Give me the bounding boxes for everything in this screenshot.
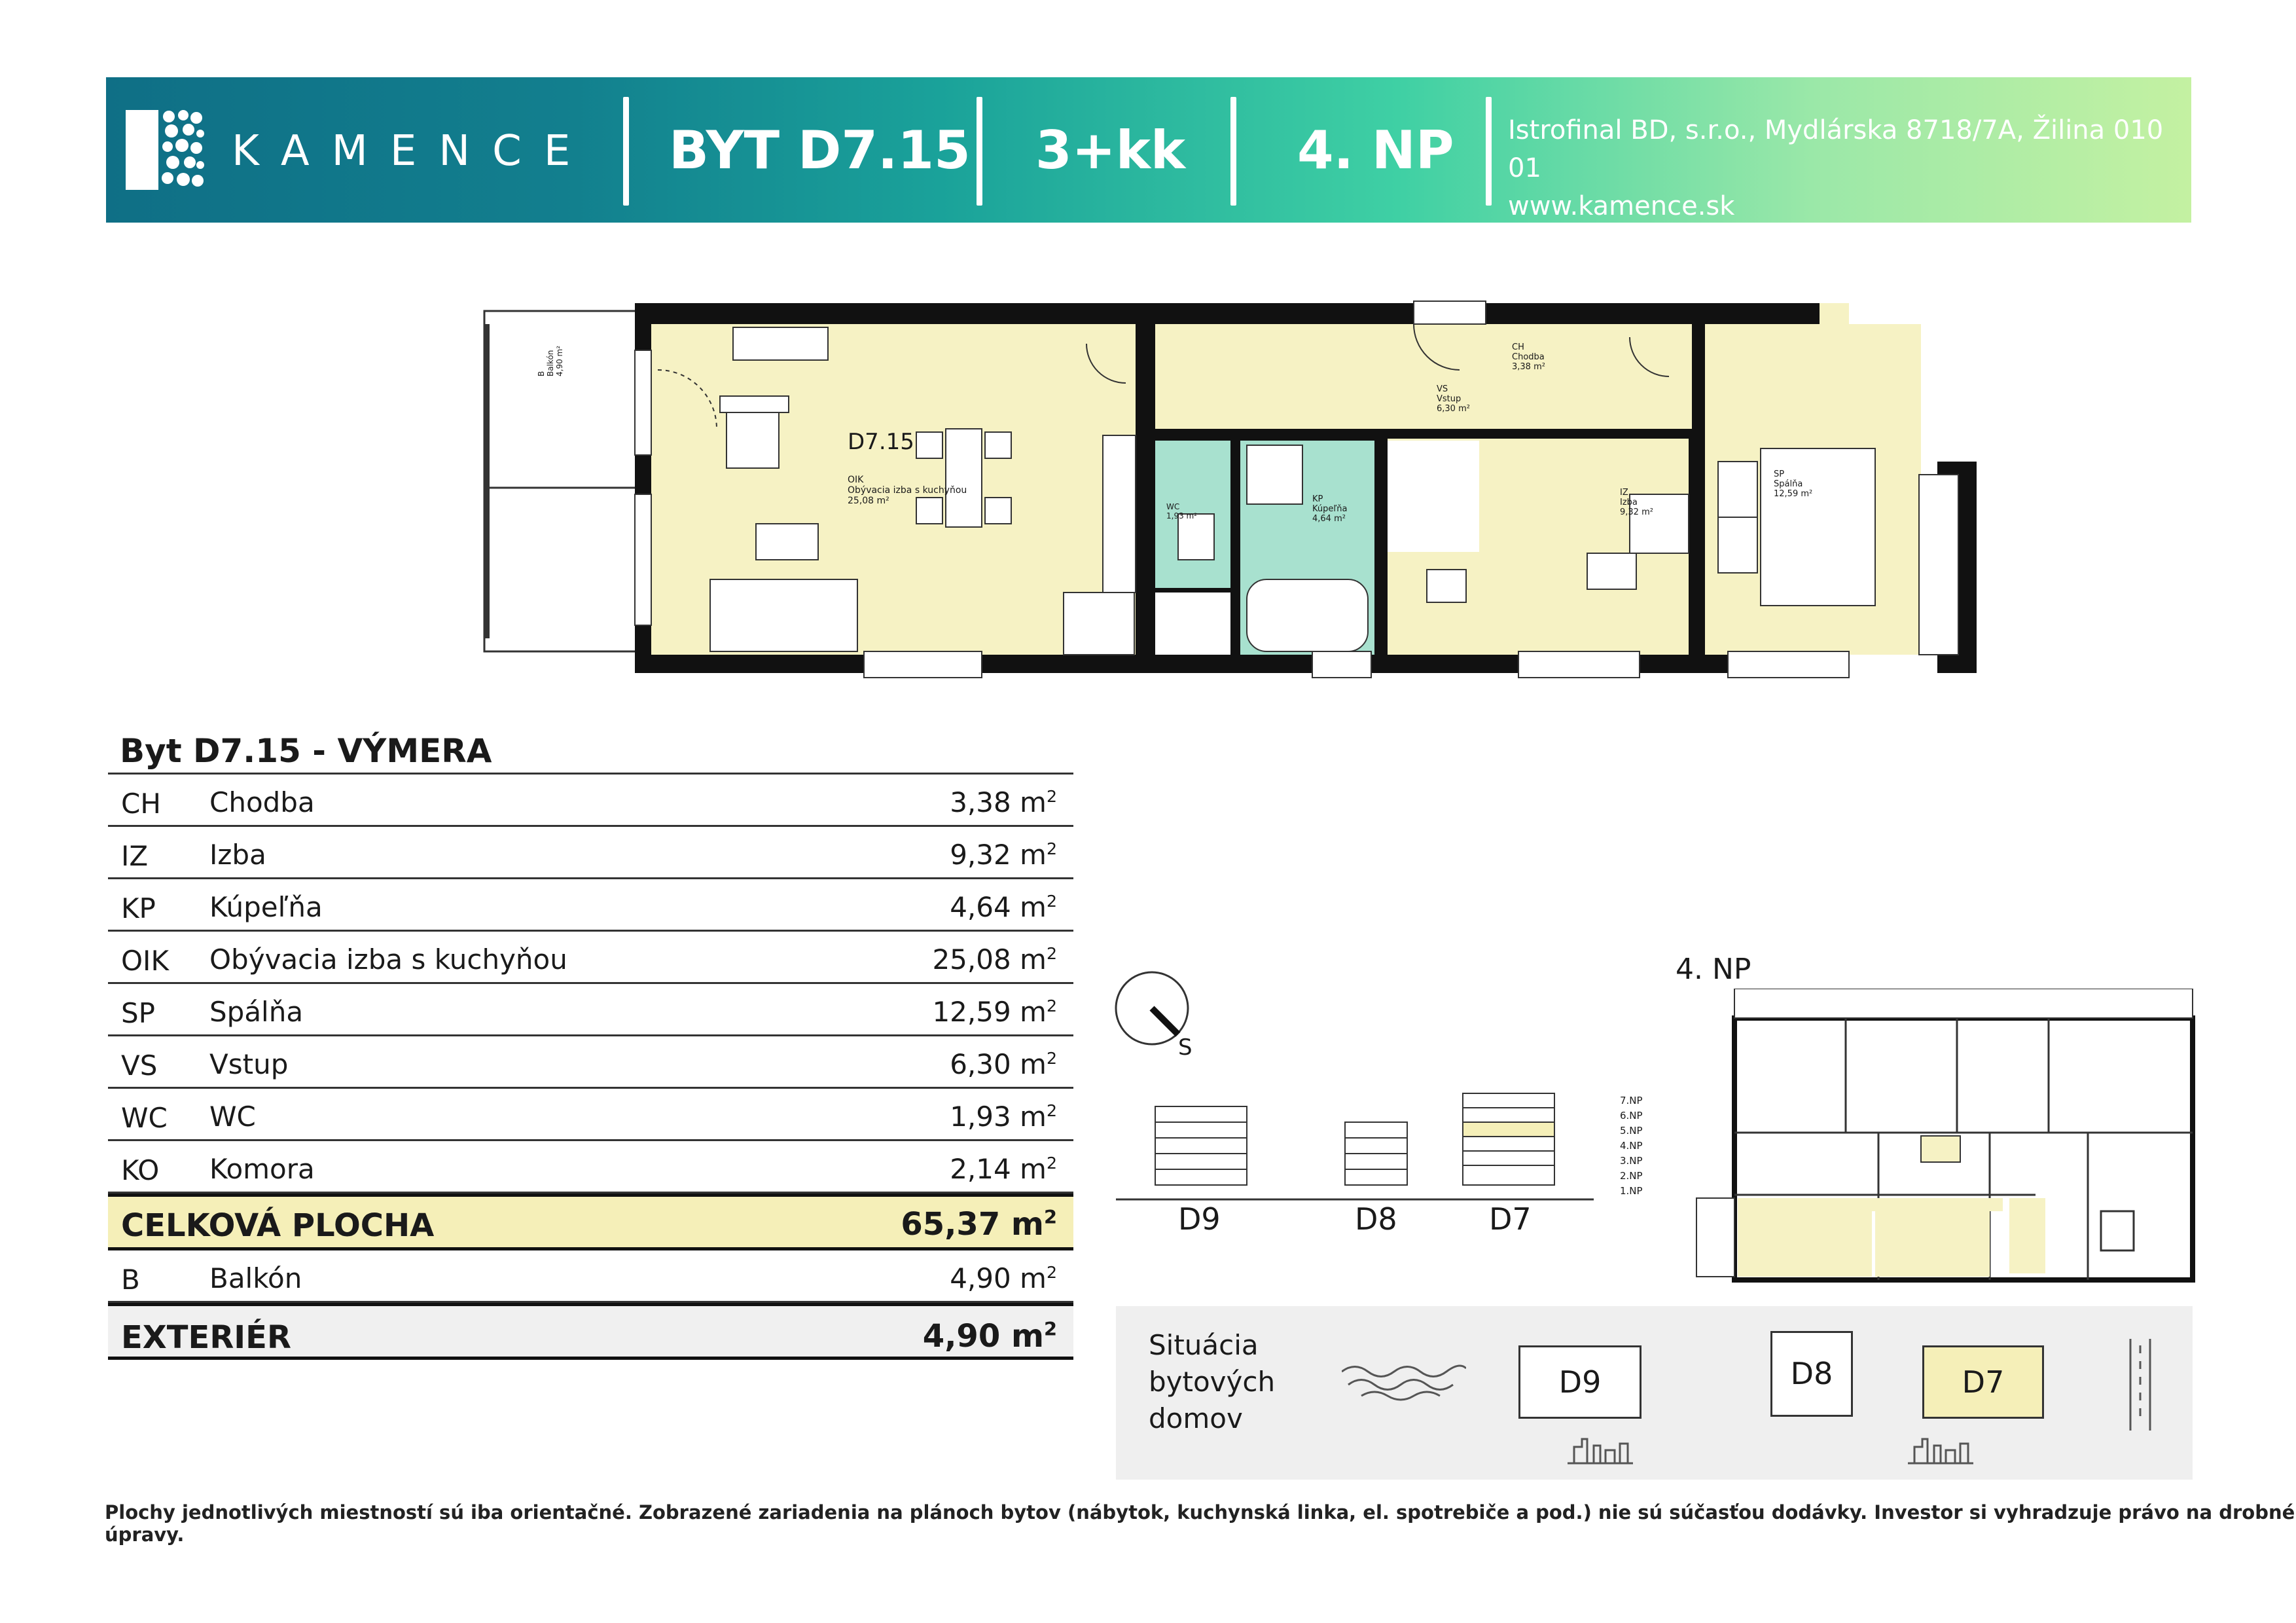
room-kp-code: KP (1312, 494, 1323, 504)
balcony-name: Balkón (209, 1262, 302, 1294)
room-iz-code: IZ (1620, 488, 1628, 498)
table-row (108, 984, 1073, 1036)
room-vs-label (1437, 384, 1470, 414)
table-row (108, 1089, 1073, 1141)
situation-title-line: domov (1149, 1402, 1243, 1434)
compass-label: S (1178, 1034, 1193, 1061)
floor-index-item: 1.NP (1620, 1185, 1643, 1197)
room-area: 2,14 $m^2$ (950, 1153, 1057, 1185)
room-name: Izba (209, 839, 266, 871)
room-sp-name: Spálňa (1774, 479, 1803, 489)
unit-label: D7.15 (848, 429, 914, 455)
situation-title-line: Situácia (1149, 1329, 1259, 1361)
room-name: Obývacia izba s kuchyňou (209, 943, 567, 976)
room-kp-area: 4,64 m² (1312, 514, 1346, 524)
room-code: IZ (121, 840, 149, 872)
disclaimer-footer: Plochy jednotlivých miestností sú iba orientačné. Zobrazené zariadenia na plánoch bytov (nábytok, kuchynská linka, el. spotrebiče a pod.) nie sú súčasťou dodávky. Investor si vyhradzuje právo na drobné úpravy. (105, 1501, 2295, 1546)
floor-label: 4. NP (1297, 120, 1454, 181)
room-code: CH (121, 788, 161, 820)
room-area: 12,59 $m^2$ (932, 996, 1057, 1028)
room-area: 25,08 $m^2$ (932, 943, 1057, 976)
room-sp-area: 12,59 m² (1774, 489, 1813, 499)
room-code: SP (121, 997, 155, 1029)
header-separator (623, 97, 629, 206)
room-oik-code: OIK (848, 475, 864, 485)
room-iz-area: 9,32 m² (1620, 507, 1653, 517)
floor-index-item: 3.NP (1620, 1155, 1643, 1167)
room-wc-code: WC (1166, 502, 1180, 511)
total-value: 65,37 $m^2$ (901, 1206, 1057, 1243)
building-label-d7: D7 (1489, 1201, 1532, 1237)
building-label-d9: D9 (1178, 1201, 1221, 1237)
room-kp-label (1312, 494, 1347, 524)
road-icon (2127, 1339, 2153, 1433)
compass (1113, 969, 1204, 1076)
floor-index-item: 5.NP (1620, 1125, 1643, 1137)
room-code: KP (121, 892, 156, 924)
room-code: VS (121, 1049, 158, 1082)
floor-plan (471, 298, 2003, 693)
room-b-area: 4,90 m² (555, 345, 564, 376)
table-row (108, 827, 1073, 879)
floor-index-item: 2.NP (1620, 1170, 1643, 1182)
room-area: 6,30 $m^2$ (950, 1048, 1057, 1080)
area-table-title: Byt D7.15 - VÝMERA (120, 732, 492, 770)
room-code: OIK (121, 945, 169, 977)
header-separator (1486, 97, 1492, 206)
room-b-name: Balkón (546, 350, 555, 376)
company-info (1508, 111, 2191, 225)
situation-title-line: bytových (1149, 1366, 1276, 1398)
brand-name: KAMENCE (232, 127, 593, 175)
building-label-d8: D8 (1355, 1201, 1397, 1237)
balcony-row (108, 1250, 1073, 1303)
entrance-icon (1568, 1434, 1633, 1469)
room-vs-code: VS (1437, 384, 1448, 394)
apartment-label: BYT D7.15 (669, 120, 971, 181)
river-icon (1342, 1362, 1466, 1404)
header-separator (1230, 97, 1236, 206)
balcony-value: 4,90 $m^2$ (950, 1262, 1057, 1294)
room-iz-name: Izba (1620, 498, 1638, 507)
situation-title (1149, 1327, 1275, 1437)
table-row (108, 1036, 1073, 1089)
floor-index-item: 4.NP (1620, 1140, 1643, 1152)
room-area: 4,64 $m^2$ (950, 891, 1057, 923)
room-kp-name: Kúpeľňa (1312, 504, 1348, 514)
floor-index-item: 7.NP (1620, 1095, 1643, 1106)
situation-panel (1116, 1306, 2193, 1480)
room-oik-label (848, 475, 967, 506)
balcony-code: B (121, 1264, 140, 1296)
room-name: Spálňa (209, 996, 304, 1028)
room-ch-name: Chodba (1512, 352, 1545, 362)
total-label: CELKOVÁ PLOCHA (121, 1207, 435, 1244)
room-wc-label (1166, 502, 1197, 520)
mini-plan-title: 4. NP (1676, 953, 1751, 986)
room-name: Kúpeľňa (209, 891, 323, 923)
situation-box-d9: D9 (1518, 1345, 1641, 1419)
room-oik-name: Obývacia izba s kuchyňou (848, 485, 967, 496)
building-elevation (1116, 1080, 1643, 1237)
room-code: WC (121, 1102, 168, 1134)
exterior-row (108, 1303, 1073, 1360)
header-separator (977, 97, 982, 206)
company-address: Istrofinal BD, s.r.o., Mydlárska 8718/7A, Žilina 010 01 (1508, 115, 2164, 183)
room-area: 3,38 $m^2$ (950, 786, 1057, 818)
table-row (108, 1141, 1073, 1194)
room-code: KO (121, 1154, 160, 1186)
room-b-code: B (537, 371, 546, 376)
room-name: Chodba (209, 786, 315, 818)
mini-floor-plan (1695, 989, 2199, 1286)
room-ch-code: CH (1512, 342, 1524, 352)
room-area: 1,93 $m^2$ (950, 1101, 1057, 1133)
total-row (108, 1194, 1073, 1250)
exterior-value: 4,90 $m^2$ (922, 1318, 1057, 1355)
room-name: WC (209, 1101, 256, 1133)
entrance-icon (1908, 1434, 1973, 1469)
room-wc-area: 1,93 m² (1166, 511, 1198, 520)
floor-index-item: 6.NP (1620, 1110, 1643, 1122)
situation-box-d8: D8 (1770, 1331, 1853, 1417)
room-sp-code: SP (1774, 469, 1785, 479)
area-table (108, 773, 1073, 1360)
situation-box-d7: D7 (1922, 1345, 2044, 1419)
room-name: Komora (209, 1153, 315, 1185)
room-iz-label (1620, 488, 1653, 517)
company-web: www.kamence.sk (1508, 191, 1735, 221)
table-row (108, 932, 1073, 984)
kamence-logo (126, 110, 204, 190)
room-area: 9,32 $m^2$ (950, 839, 1057, 871)
room-oik-area: 25,08 m² (848, 496, 889, 506)
room-sp-label (1774, 469, 1812, 499)
area-table-rows (108, 775, 1073, 1194)
exterior-label: EXTERIÉR (121, 1319, 291, 1356)
room-name: Vstup (209, 1048, 289, 1080)
layout-label: 3+kk (1035, 120, 1186, 181)
room-ch-area: 3,38 m² (1512, 362, 1545, 372)
header-banner (106, 77, 2191, 223)
room-ch-label (1512, 342, 1545, 372)
room-vs-area: 6,30 m² (1437, 404, 1470, 414)
room-vs-name: Vstup (1437, 394, 1462, 404)
room-b-label (537, 346, 564, 376)
table-row (108, 775, 1073, 827)
floor-index (1620, 1093, 1643, 1199)
table-row (108, 879, 1073, 932)
